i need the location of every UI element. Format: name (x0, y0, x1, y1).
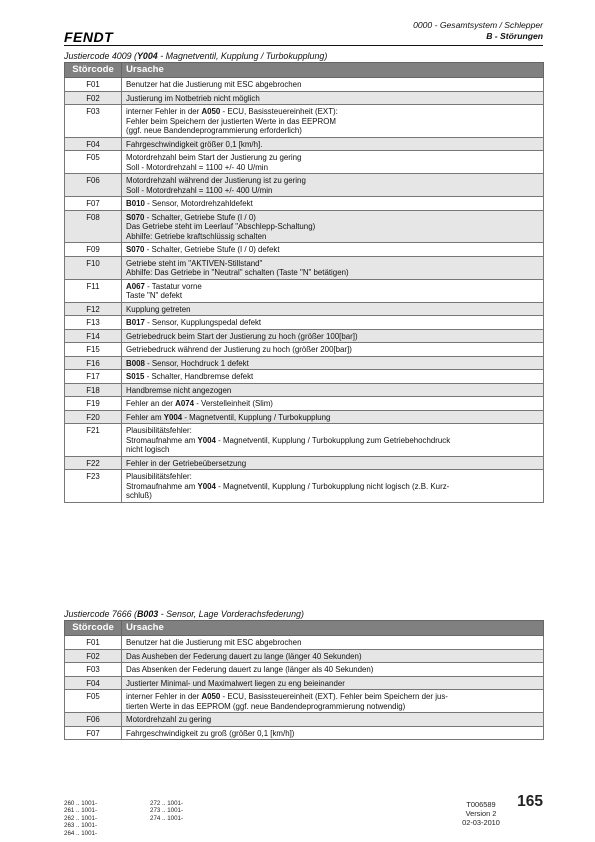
fault-code: F12 (65, 302, 122, 316)
cause-line (126, 426, 539, 436)
table-row (65, 243, 544, 257)
fault-cause (122, 105, 544, 138)
cause-line (126, 176, 539, 186)
cause-line (126, 482, 539, 492)
header-rule (64, 45, 543, 46)
cause-line (126, 436, 539, 446)
table-row (65, 197, 544, 211)
serial-range: 264 .. 1001- (64, 829, 98, 837)
fault-cause (122, 676, 544, 690)
cause-text-main: Das Ausheben der Federung dauert zu lange (länger 40 Sekunden) (126, 651, 362, 661)
cause-line (126, 413, 539, 423)
fault-code: F03 (65, 105, 122, 138)
cause-text-main: Fahrgeschwindigkeit größer 0,1 [km/h]. (126, 139, 263, 149)
cause-text-main: Getriebedruck beim Start der Justierung zu hoch (größer 100[bar]) (126, 331, 358, 341)
fault-cause (122, 690, 544, 713)
fault-cause (122, 663, 544, 677)
cause-line (126, 445, 539, 455)
table-row (65, 470, 544, 503)
header-line-1: 0000 - Gesamtsystem / Schlepper (413, 20, 543, 30)
table-row (65, 316, 544, 330)
fault-table (64, 620, 544, 740)
cause-line (126, 259, 539, 269)
cause-line (126, 80, 539, 90)
serial-range: 262 .. 1001- (64, 814, 98, 822)
table-row (65, 690, 544, 713)
section-title-component: Y004 (137, 51, 158, 61)
fault-code: F02 (65, 91, 122, 105)
fault-cause (122, 383, 544, 397)
footer-doc-info (448, 800, 514, 827)
cause-text-part: - Magnetventil, Kupplung / Turbokupplung (182, 412, 331, 422)
fault-code: F10 (65, 256, 122, 279)
cause-text-main: Das Getriebe steht im Leerlauf "Abschlepp-Schaltung) (126, 222, 316, 231)
table-row (65, 329, 544, 343)
footer-serial-list-1 (64, 800, 97, 837)
fault-code: F07 (65, 197, 122, 211)
fault-code: F23 (65, 470, 122, 503)
fault-cause (122, 329, 544, 343)
fault-cause (122, 302, 544, 316)
fault-code: F08 (65, 210, 122, 243)
cause-line (126, 679, 539, 689)
cause-text-main: Soll - Motordrehzahl = 1100 +/- 40 U/min (126, 162, 268, 172)
section-title-post: - Sensor, Lage Vorderachsfederung) (158, 609, 304, 619)
cause-line (126, 652, 539, 662)
page-header (64, 20, 543, 48)
fault-cause (122, 410, 544, 424)
table-row (65, 636, 544, 650)
cause-text-part: - Magnetventil, Kupplung / Turbokupplung nicht logisch (z.B. Kurz- (215, 481, 450, 491)
section-title-pre: Justiercode 4009 ( (64, 51, 138, 61)
cause-line (126, 222, 539, 232)
cause-text-main: Taste "N" defekt (126, 291, 183, 300)
fault-cause (122, 356, 544, 370)
fault-code: F04 (65, 676, 122, 690)
fault-cause (122, 726, 544, 740)
fault-cause (122, 256, 544, 279)
cause-text-main: Justierung im Notbetrieb nicht möglich (126, 93, 260, 103)
table-row (65, 91, 544, 105)
cause-line (126, 186, 539, 196)
table-row (65, 676, 544, 690)
cause-line (126, 291, 539, 301)
cause-text-main: Justierter Minimal- und Maximalwert liegen zu eng beieinander (126, 678, 345, 688)
cause-text-main: Getriebedruck während der Justierung zu hoch (größer 200[bar]) (126, 345, 352, 354)
fendt-logo-text: FENDT (64, 30, 114, 44)
footer-version: Version 2 (465, 809, 497, 818)
cause-text-part: interner Fehler in der (126, 692, 202, 701)
table-row (65, 424, 544, 457)
table-row (65, 356, 544, 370)
fault-code: F16 (65, 356, 122, 370)
fault-cause (122, 316, 544, 330)
fendt-logo (64, 30, 140, 44)
cause-text-main: Y004 (163, 412, 183, 422)
cause-text-main: S070 (126, 212, 145, 222)
column-header-cause: Ursache (122, 63, 544, 78)
fault-code: F01 (65, 636, 122, 650)
cause-line (126, 359, 539, 369)
cause-text-main: Handbremse nicht angezogen (126, 385, 232, 395)
table-row (65, 726, 544, 740)
cause-line (126, 140, 539, 150)
cause-text-main: Motordrehzahl beim Start der Justierung zu gering (126, 153, 302, 162)
cause-text-main: A067 (126, 281, 145, 291)
table-row (65, 210, 544, 243)
cause-text-part: - Sensor, Motordrehzahldefekt (144, 199, 253, 208)
fault-cause (122, 91, 544, 105)
fault-cause (122, 470, 544, 503)
fault-cause (122, 210, 544, 243)
cause-text-main: Benutzer hat die Justierung mit ESC abgebrochen (126, 638, 302, 647)
cause-text-part: - ECU, Basissteuereinheit (EXT). Fehler beim Speichern der jus- (220, 692, 448, 701)
table-row (65, 649, 544, 663)
fault-table-body (65, 636, 544, 740)
fault-cause (122, 456, 544, 470)
serial-range: 274 .. 1001- (150, 814, 184, 822)
table-row (65, 343, 544, 357)
section-title-pre: Justiercode 7666 ( (64, 609, 138, 619)
cause-line (126, 665, 539, 675)
cause-text-part: Fehler an der (126, 399, 176, 408)
cause-line (126, 163, 539, 173)
fault-cause (122, 279, 544, 302)
fault-code: F18 (65, 383, 122, 397)
fault-code: F19 (65, 397, 122, 411)
table-row (65, 456, 544, 470)
cause-line (126, 107, 539, 117)
serial-range: 261 .. 1001- (64, 807, 98, 815)
column-header-code: Störcode (65, 621, 122, 636)
header-chapter (413, 20, 543, 41)
cause-text-main: Fahrgeschwindigkeit zu groß (größer 0,1 [km/h]) (126, 728, 295, 738)
cause-line (126, 729, 539, 739)
cause-text-main: Abhilfe: Das Getriebe in "Neutral" schalten (Taste "N" betätigen) (126, 268, 349, 277)
fault-cause (122, 397, 544, 411)
fault-code: F21 (65, 424, 122, 457)
cause-text-part: Fehler am (126, 412, 164, 422)
table-header-row (65, 63, 544, 78)
fault-code: F04 (65, 137, 122, 151)
fault-code: F01 (65, 78, 122, 92)
cause-line (126, 245, 539, 255)
serial-range: 263 .. 1001- (64, 822, 98, 830)
fault-cause (122, 424, 544, 457)
table-row (65, 383, 544, 397)
fault-table-body (65, 78, 544, 503)
fault-code: F06 (65, 174, 122, 197)
cause-text-main: Das Absenken der Federung dauert zu lange (länger als 40 Sekunden) (126, 665, 374, 674)
cause-text-main: S070 (126, 245, 145, 254)
cause-line (126, 94, 539, 104)
section-title-component: B003 (137, 609, 159, 619)
table-row (65, 370, 544, 384)
header-line-2: B - Störungen (486, 30, 543, 41)
fault-cause (122, 78, 544, 92)
fault-code: F07 (65, 726, 122, 740)
cause-line (126, 472, 539, 482)
table-row (65, 137, 544, 151)
cause-text-main: Benutzer hat die Justierung mit ESC abgebrochen (126, 80, 302, 89)
section-justiercode-7666 (64, 608, 543, 740)
table-row (65, 174, 544, 197)
fault-code: F13 (65, 316, 122, 330)
cause-text-main: nicht logisch (126, 445, 170, 454)
cause-line (126, 318, 539, 328)
fault-cause (122, 649, 544, 663)
cause-line (126, 332, 539, 342)
cause-text-main: B017 (126, 318, 145, 327)
cause-line (126, 153, 539, 163)
fault-code: F05 (65, 690, 122, 713)
fault-cause (122, 636, 544, 650)
cause-line (126, 399, 539, 409)
cause-text-main: S015 (126, 372, 145, 381)
cause-text-main: Y004 (197, 481, 216, 491)
cause-text-part: - Schalter, Handbremse defekt (144, 372, 254, 381)
cause-text-main: (ggf. neue Bandendeprogrammierung erforderlich) (126, 126, 302, 135)
column-header-code: Störcode (65, 63, 122, 78)
cause-text-part: - Magnetventil, Kupplung / Turbokupplung zum Getriebehochdruck (215, 435, 451, 445)
fault-cause (122, 343, 544, 357)
cause-text-main: Abhilfe: Getriebe kraftschlüssig schalten (126, 231, 267, 241)
cause-text-main: Getriebe steht im "AKTIVEN-Stillstand" (126, 258, 263, 268)
table-row (65, 105, 544, 138)
table-row (65, 279, 544, 302)
cause-text-part: Stromaufnahme am (126, 435, 198, 445)
cause-text-part: interner Fehler in der (126, 107, 202, 116)
page-number: 165 (517, 793, 543, 810)
cause-line (126, 213, 539, 223)
cause-text-main: B008 (126, 358, 145, 368)
serial-range: 260 .. 1001- (64, 800, 98, 807)
page-footer (64, 793, 543, 838)
cause-text-main: Motordrehzahl während der Justierung ist zu gering (126, 176, 306, 185)
cause-text-part: - Sensor, Hochdruck 1 defekt (144, 358, 249, 368)
cause-line (126, 702, 539, 712)
cause-text-main: Soll - Motordrehzahl = 1100 +/- 400 U/min (126, 185, 273, 195)
cause-text-main: Kupplung getreten (126, 304, 191, 314)
fault-cause (122, 151, 544, 174)
fault-code: F22 (65, 456, 122, 470)
cause-text-part: - ECU, Basissteuereinheit (EXT): (220, 107, 338, 116)
section-title (64, 608, 543, 620)
cause-line (126, 372, 539, 382)
table-row (65, 397, 544, 411)
table-row (65, 78, 544, 92)
fault-code: F17 (65, 370, 122, 384)
cause-text-main: Y004 (197, 435, 216, 445)
section-title (64, 50, 543, 62)
fault-code: F09 (65, 243, 122, 257)
column-header-cause: Ursache (122, 621, 544, 636)
cause-line (126, 491, 539, 501)
cause-text-part: - Tastatur vorne (144, 281, 202, 291)
table-header-row (65, 621, 544, 636)
fault-code: F06 (65, 713, 122, 727)
table-row (65, 410, 544, 424)
cause-text-main: A050 (201, 107, 221, 116)
fault-code: F05 (65, 151, 122, 174)
cause-text-part: - Schalter, Getriebe Stufe (I / 0) (144, 212, 256, 222)
cause-text-main: Plausibilitätsfehler: (126, 426, 192, 435)
footer-date: 02-03-2010 (462, 818, 500, 827)
cause-line (126, 305, 539, 315)
cause-text-part: - Verstelleinheit (Slim) (194, 399, 273, 408)
serial-range: 272 .. 1001- (150, 800, 184, 807)
footer-serial-list-2 (150, 800, 183, 822)
table-row (65, 151, 544, 174)
cause-line (126, 232, 539, 242)
cause-text-main: Plausibilitätsfehler: (126, 472, 192, 481)
fault-cause (122, 243, 544, 257)
cause-line (126, 117, 539, 127)
table-row (65, 256, 544, 279)
cause-text-main: Fehler beim Speichern der justierten Werte in das EEPROM (126, 116, 336, 126)
cause-line (126, 268, 539, 278)
fault-code: F14 (65, 329, 122, 343)
fault-code: F11 (65, 279, 122, 302)
fault-cause (122, 713, 544, 727)
table-row (65, 302, 544, 316)
cause-text-part: - Sensor, Kupplungspedal defekt (144, 318, 262, 327)
section-title-post: - Magnetventil, Kupplung / Turbokupplung) (157, 51, 328, 61)
cause-text-part: Stromaufnahme am (126, 481, 198, 491)
fault-code: F20 (65, 410, 122, 424)
cause-line (126, 345, 539, 355)
cause-text-main: A074 (175, 399, 194, 408)
section-justiercode-4009 (64, 50, 543, 503)
cause-line (126, 199, 539, 209)
cause-line (126, 638, 539, 648)
serial-range: 273 .. 1001- (150, 807, 184, 815)
fault-table (64, 62, 544, 503)
footer-doc-number: T006589 (466, 800, 496, 809)
cause-text-main: Fehler in der Getriebeübersetzung (126, 458, 247, 468)
cause-text-main: B010 (126, 199, 145, 208)
fault-code: F15 (65, 343, 122, 357)
cause-line (126, 386, 539, 396)
cause-line (126, 282, 539, 292)
cause-text-main: Motordrehzahl zu gering (126, 715, 212, 724)
cause-text-main: A050 (201, 692, 221, 701)
fault-cause (122, 174, 544, 197)
cause-line (126, 459, 539, 469)
cause-line (126, 715, 539, 725)
fault-cause (122, 370, 544, 384)
cause-line (126, 692, 539, 702)
cause-text-part: - Schalter, Getriebe Stufe (I / 0) defekt (144, 245, 280, 254)
table-row (65, 713, 544, 727)
fault-code: F03 (65, 663, 122, 677)
cause-text-main: tierten Werte in das EEPROM (ggf. neue Bandendeprogrammierung notwendig) (126, 701, 406, 711)
cause-text-main: schluß) (126, 491, 152, 500)
table-row (65, 663, 544, 677)
fault-code: F02 (65, 649, 122, 663)
fault-cause (122, 137, 544, 151)
cause-line (126, 126, 539, 136)
fault-cause (122, 197, 544, 211)
